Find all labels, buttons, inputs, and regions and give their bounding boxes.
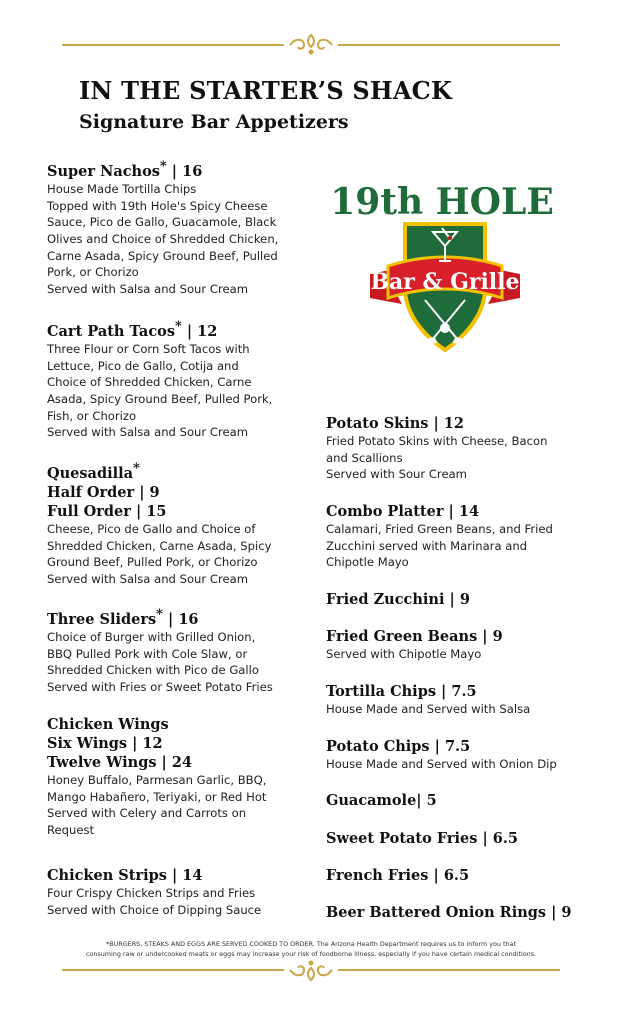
logo-graphic <box>330 168 570 364</box>
desc-line: Pork, or Chorizo <box>47 265 139 280</box>
menu-item-fried-zucchini <box>326 590 596 609</box>
item-price: | 14 <box>166 867 203 884</box>
desc-line: Mango Habañero, Teriyaki, or Red Hot <box>47 789 267 804</box>
menu-item-guacamole <box>326 791 596 810</box>
item-name: Potato Chips | 7.5 <box>326 738 471 755</box>
item-price: | 16 <box>162 610 199 628</box>
item-name: Beer Battered Onion Rings | 9 <box>326 904 572 921</box>
desc-line: Carne Asada, Spicy Ground Beef, Pulled <box>47 248 278 263</box>
ornament-icon <box>286 33 336 57</box>
bottom-ornament-divider <box>62 958 560 982</box>
item-mark: * <box>174 319 182 334</box>
logo-wordmark: 19th HOLE <box>330 181 554 223</box>
menu-item-quesadilla <box>47 459 317 588</box>
item-option: Six Wings | 12 <box>47 735 163 752</box>
desc-line: and Scallions <box>326 450 403 465</box>
item-name: Combo Platter | 14 <box>326 503 480 520</box>
health-disclaimer <box>62 939 560 959</box>
desc-line: Fried Potato Skins with Cheese, Bacon <box>326 434 548 448</box>
item-mark: * <box>133 461 140 476</box>
item-name: Fried Zucchini | 9 <box>326 591 470 608</box>
desc-line: Olives and Choice of Shredded Chicken, <box>47 231 279 246</box>
item-name: French Fries | 6.5 <box>326 867 470 884</box>
item-name: Sweet Potato Fries | 6.5 <box>326 830 519 847</box>
menu-item-sweet-potato-fries <box>326 829 596 848</box>
top-ornament-divider <box>62 33 560 57</box>
item-name: Cart Path Tacos <box>47 322 175 340</box>
desc-line: Choice of Burger with Grilled Onion, <box>47 629 256 644</box>
menu-item-potato-chips <box>326 737 596 773</box>
item-mark: * <box>156 607 163 622</box>
restaurant-logo <box>330 168 570 364</box>
desc-line: House Made and Served with Onion Dip <box>326 757 557 771</box>
menu-item-chicken-strips <box>47 866 317 918</box>
desc-line: Served with Salsa and Sour Cream <box>47 571 248 586</box>
menu-item-cart-path-tacos <box>47 317 317 441</box>
ornament-icon <box>286 958 336 982</box>
desc-line: Fish, or Chorizo <box>47 408 137 423</box>
desc-line: Zucchini served with Marinara and <box>326 538 528 553</box>
desc-line: Served with Choice of Dipping Sauce <box>47 902 262 917</box>
desc-line: Request <box>47 823 95 838</box>
item-name: Three Sliders <box>47 610 157 628</box>
desc-line: Asada, Spicy Ground Beef, Pulled Pork, <box>47 391 273 406</box>
menu-item-combo-platter <box>326 502 596 571</box>
desc-line: Chipotle Mayo <box>326 555 409 570</box>
item-name: Guacamole| 5 <box>326 792 437 809</box>
disclaimer-line: *BURGERS, STEAKS AND EGGS ARE SERVED COOKED TO ORDER. The Arizona Health Department requires us to inform you that <box>106 940 516 948</box>
desc-line: Served with Salsa and Sour Cream <box>47 425 248 440</box>
desc-line: Three Flour or Corn Soft Tacos with <box>47 341 250 356</box>
menu-item-super-nachos <box>47 157 317 298</box>
item-name: Potato Skins | 12 <box>326 415 464 432</box>
desc-line: Sauce, Pico de Gallo, Guacamole, Black <box>47 215 277 230</box>
menu-item-chicken-wings <box>47 715 317 839</box>
item-name: Super Nachos <box>47 162 160 180</box>
desc-line: Served with Salsa and Sour Cream <box>47 282 248 297</box>
item-option: Half Order | 9 <box>47 483 160 501</box>
item-price: | 12 <box>181 322 218 340</box>
desc-line: Choice of Shredded Chicken, Carne <box>47 375 252 390</box>
menu-item-potato-skins <box>326 414 596 483</box>
desc-line: Four Crispy Chicken Strips and Fries <box>47 886 256 900</box>
menu-item-tortilla-chips <box>326 682 596 718</box>
item-name: Tortilla Chips | 7.5 <box>326 683 477 700</box>
desc-line: Topped with 19th Hole's Spicy Cheese <box>47 198 268 213</box>
disclaimer-line: consuming raw or undercooked meats or eggs may increase your risk of foodborne illness, especially if you have certain medical conditions. <box>85 950 537 958</box>
desc-line: BBQ Pulled Pork with Cole Slaw, or <box>47 646 248 661</box>
page-subtitle: Signature Bar Appetizers <box>79 111 349 133</box>
desc-line: Shredded Chicken with Pico de Gallo <box>47 663 259 678</box>
desc-line: Served with Fries or Sweet Potato Fries <box>47 679 273 694</box>
menu-item-onion-rings <box>326 903 596 922</box>
item-option: Twelve Wings | 24 <box>47 754 193 771</box>
desc-line: Served with Sour Cream <box>326 467 467 482</box>
desc-line: Lettuce, Pico de Gallo, Cotija and <box>47 358 239 373</box>
desc-line: House Made Tortilla Chips <box>47 181 197 196</box>
menu-item-french-fries <box>326 866 596 885</box>
desc-line: Ground Beef, Pulled Pork, or Chorizo <box>47 555 258 570</box>
desc-line: Served with Chipotle Mayo <box>326 647 482 661</box>
desc-line: House Made and Served with Salsa <box>326 702 531 716</box>
desc-line: Served with Celery and Carrots on <box>47 806 247 821</box>
item-name: Chicken Wings <box>47 716 169 733</box>
desc-line: Cheese, Pico de Gallo and Choice of <box>47 521 256 536</box>
desc-line: Honey Buffalo, Parmesan Garlic, BBQ, <box>47 773 267 787</box>
item-mark: * <box>159 159 167 174</box>
item-name: Quesadilla <box>47 464 134 482</box>
menu-item-fried-green-beans <box>326 627 596 663</box>
item-name: Chicken Strips <box>47 867 167 884</box>
item-name: Fried Green Beans | 9 <box>326 628 503 645</box>
logo-banner-text: Bar & Grille <box>370 269 520 295</box>
desc-line: Shredded Chicken, Carne Asada, Spicy <box>47 538 272 553</box>
item-price: | 16 <box>166 162 203 180</box>
menu-item-three-sliders <box>47 605 317 696</box>
page-title: IN THE STARTER’S SHACK <box>79 76 453 105</box>
desc-line: Calamari, Fried Green Beans, and Fried <box>326 522 553 536</box>
item-option: Full Order | 15 <box>47 502 167 520</box>
